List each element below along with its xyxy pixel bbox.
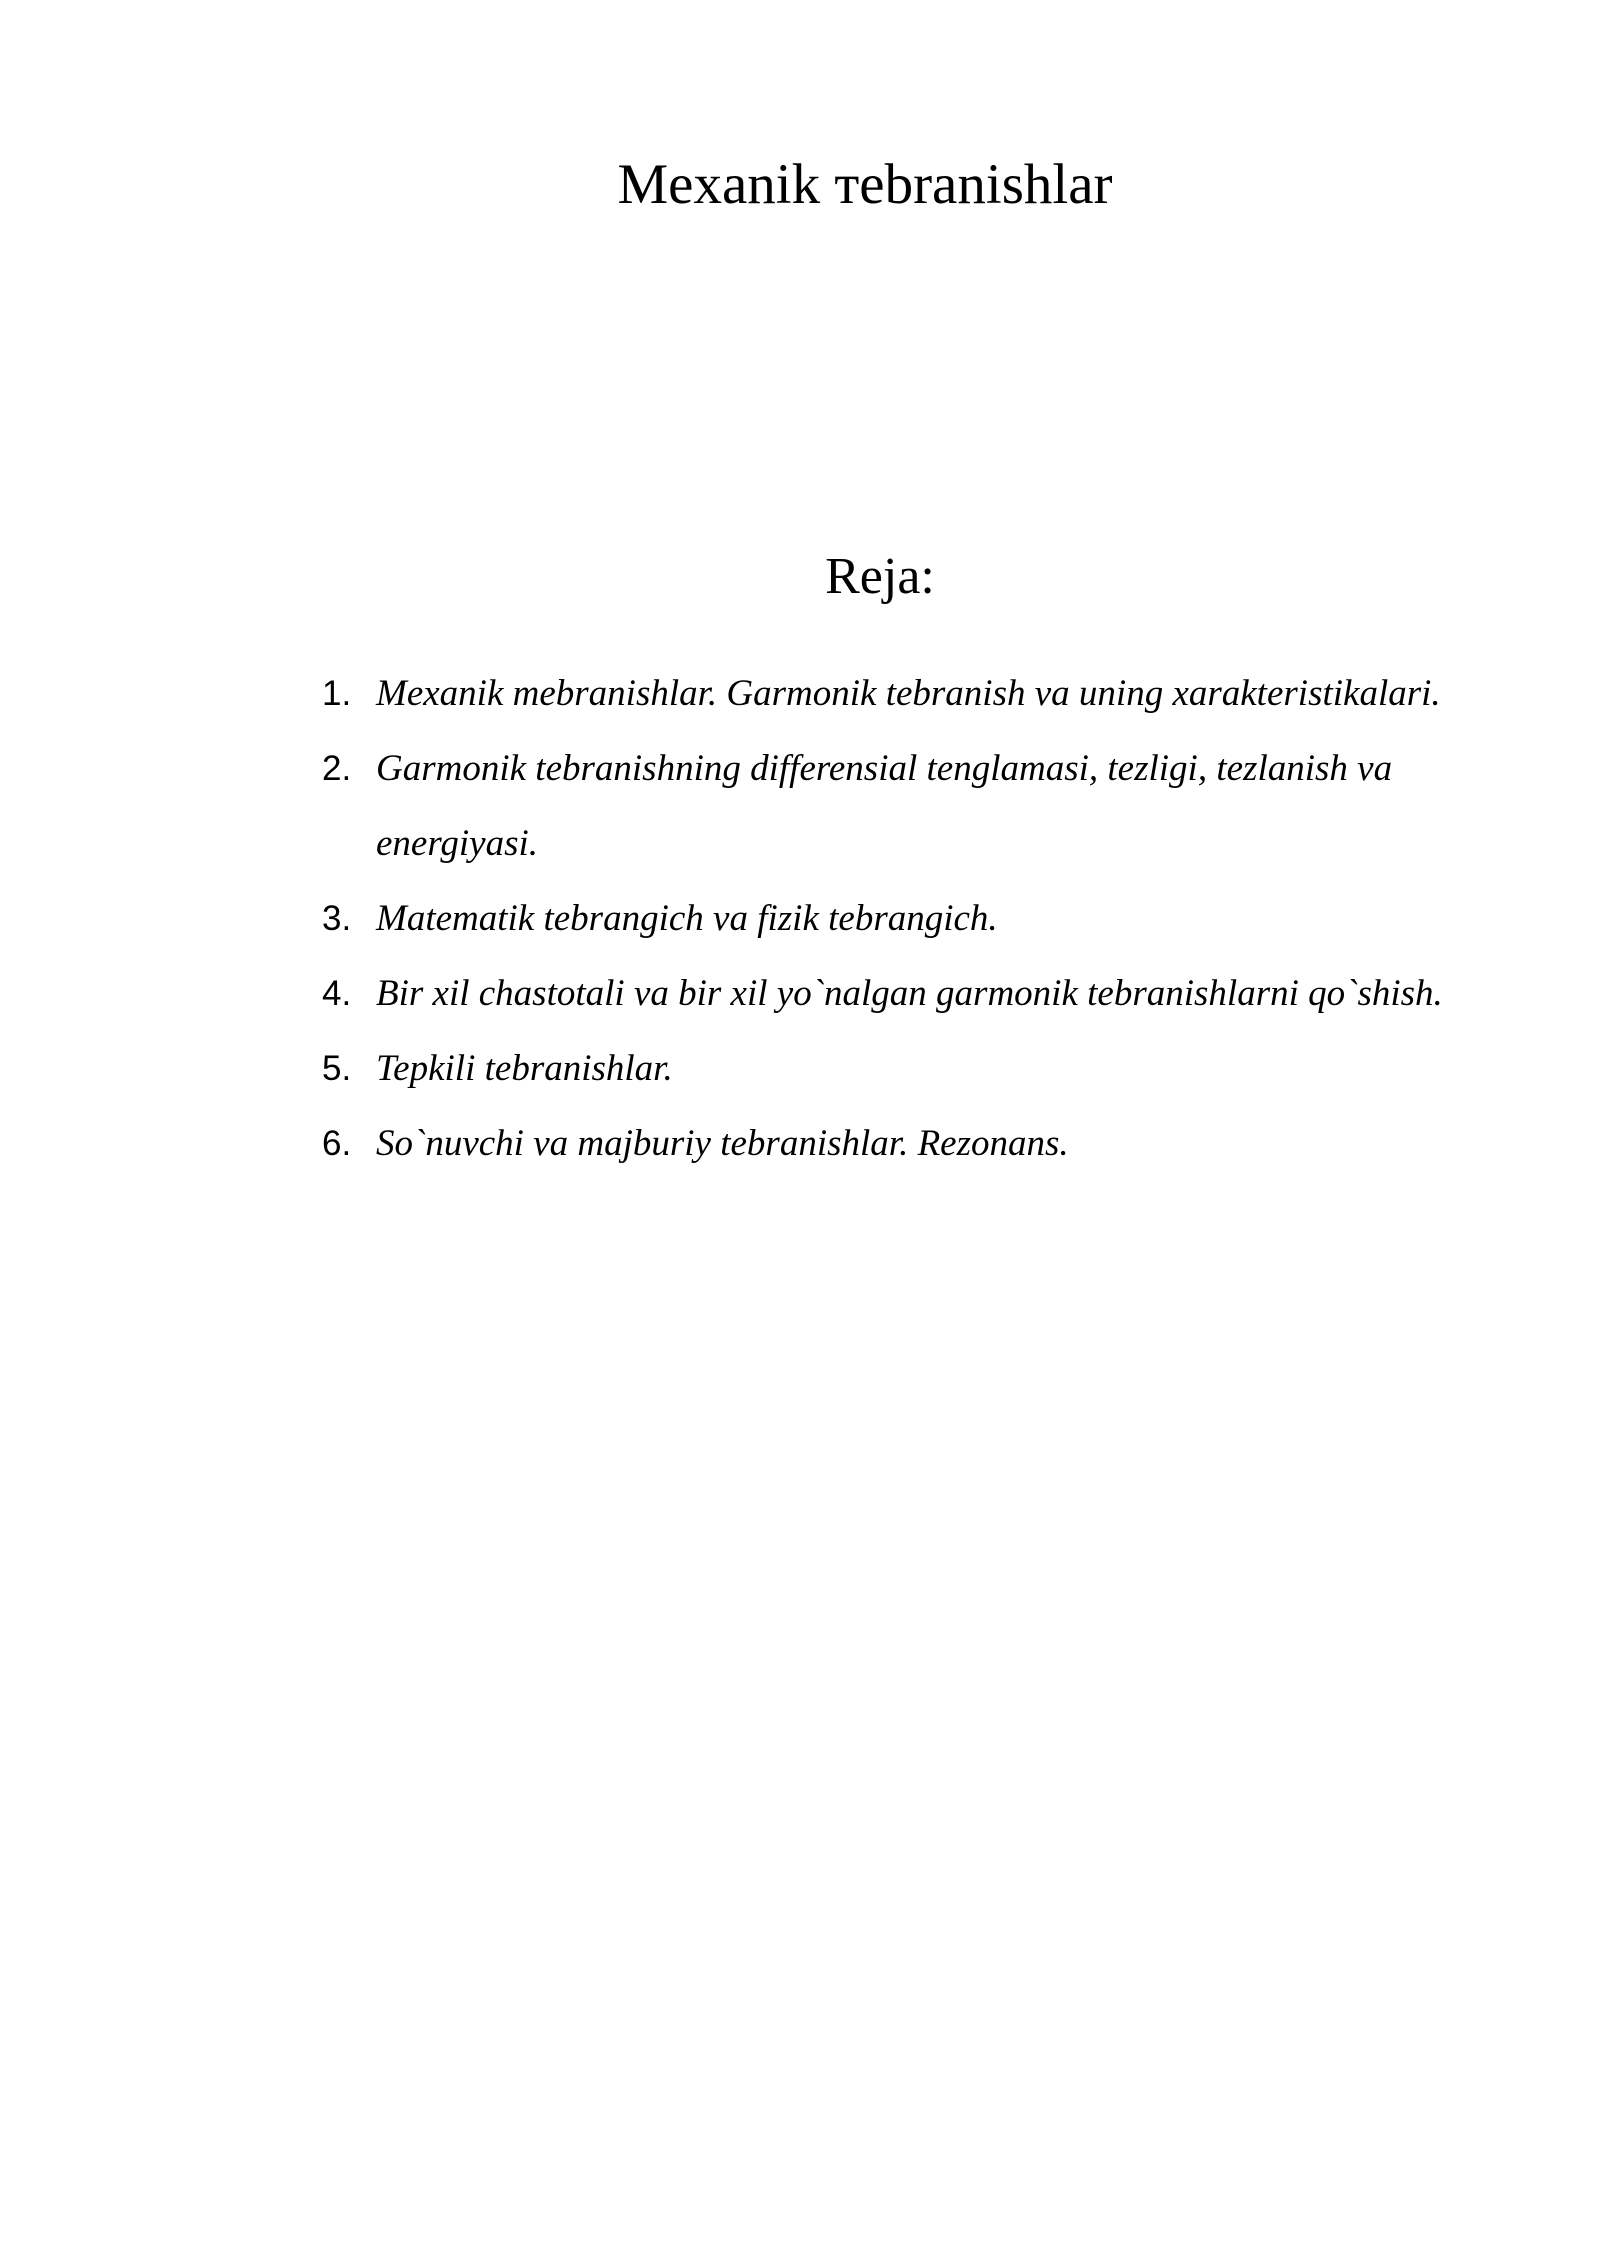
plan-item-number: 6.: [322, 1124, 352, 1163]
plan-list: [322, 656, 1502, 1181]
plan-item-text: Mexanik mebranishlar. Garmonik tebranish va uning xarakteristikalari.: [376, 673, 1441, 714]
plan-item-number: 5.: [322, 1049, 352, 1088]
plan-item-number: 2.: [322, 749, 352, 788]
plan-item-number: 4.: [322, 974, 352, 1013]
plan-item-text: Garmonik tebranishning differensial tenglamasi, tezligi, tezlanish va energiyasi.: [376, 748, 1393, 864]
plan-item-4: [322, 956, 1502, 1031]
plan-item-number: 3.: [322, 899, 352, 938]
plan-item-number: 1.: [322, 674, 352, 713]
plan-item-3: [322, 881, 1502, 956]
plan-heading: Reja:: [825, 548, 935, 605]
plan-item-5: [322, 1031, 1502, 1106]
document-title: Mexanik тebranishlar: [617, 153, 1113, 216]
plan-item-2: [322, 731, 1502, 881]
plan-item-6: [322, 1106, 1502, 1181]
plan-item-1: [322, 656, 1502, 731]
plan-item-text: So`nuvchi va majburiy tebranishlar. Rezonans.: [376, 1123, 1069, 1164]
plan-item-text: Matematik tebrangich va fizik tebrangich.: [376, 898, 998, 939]
plan-item-text: Bir xil chastotali va bir xil yo`nalgan garmonik tebranishlarni qo`shish.: [376, 973, 1443, 1014]
plan-item-text: Tepkili tebranishlar.: [376, 1048, 673, 1089]
